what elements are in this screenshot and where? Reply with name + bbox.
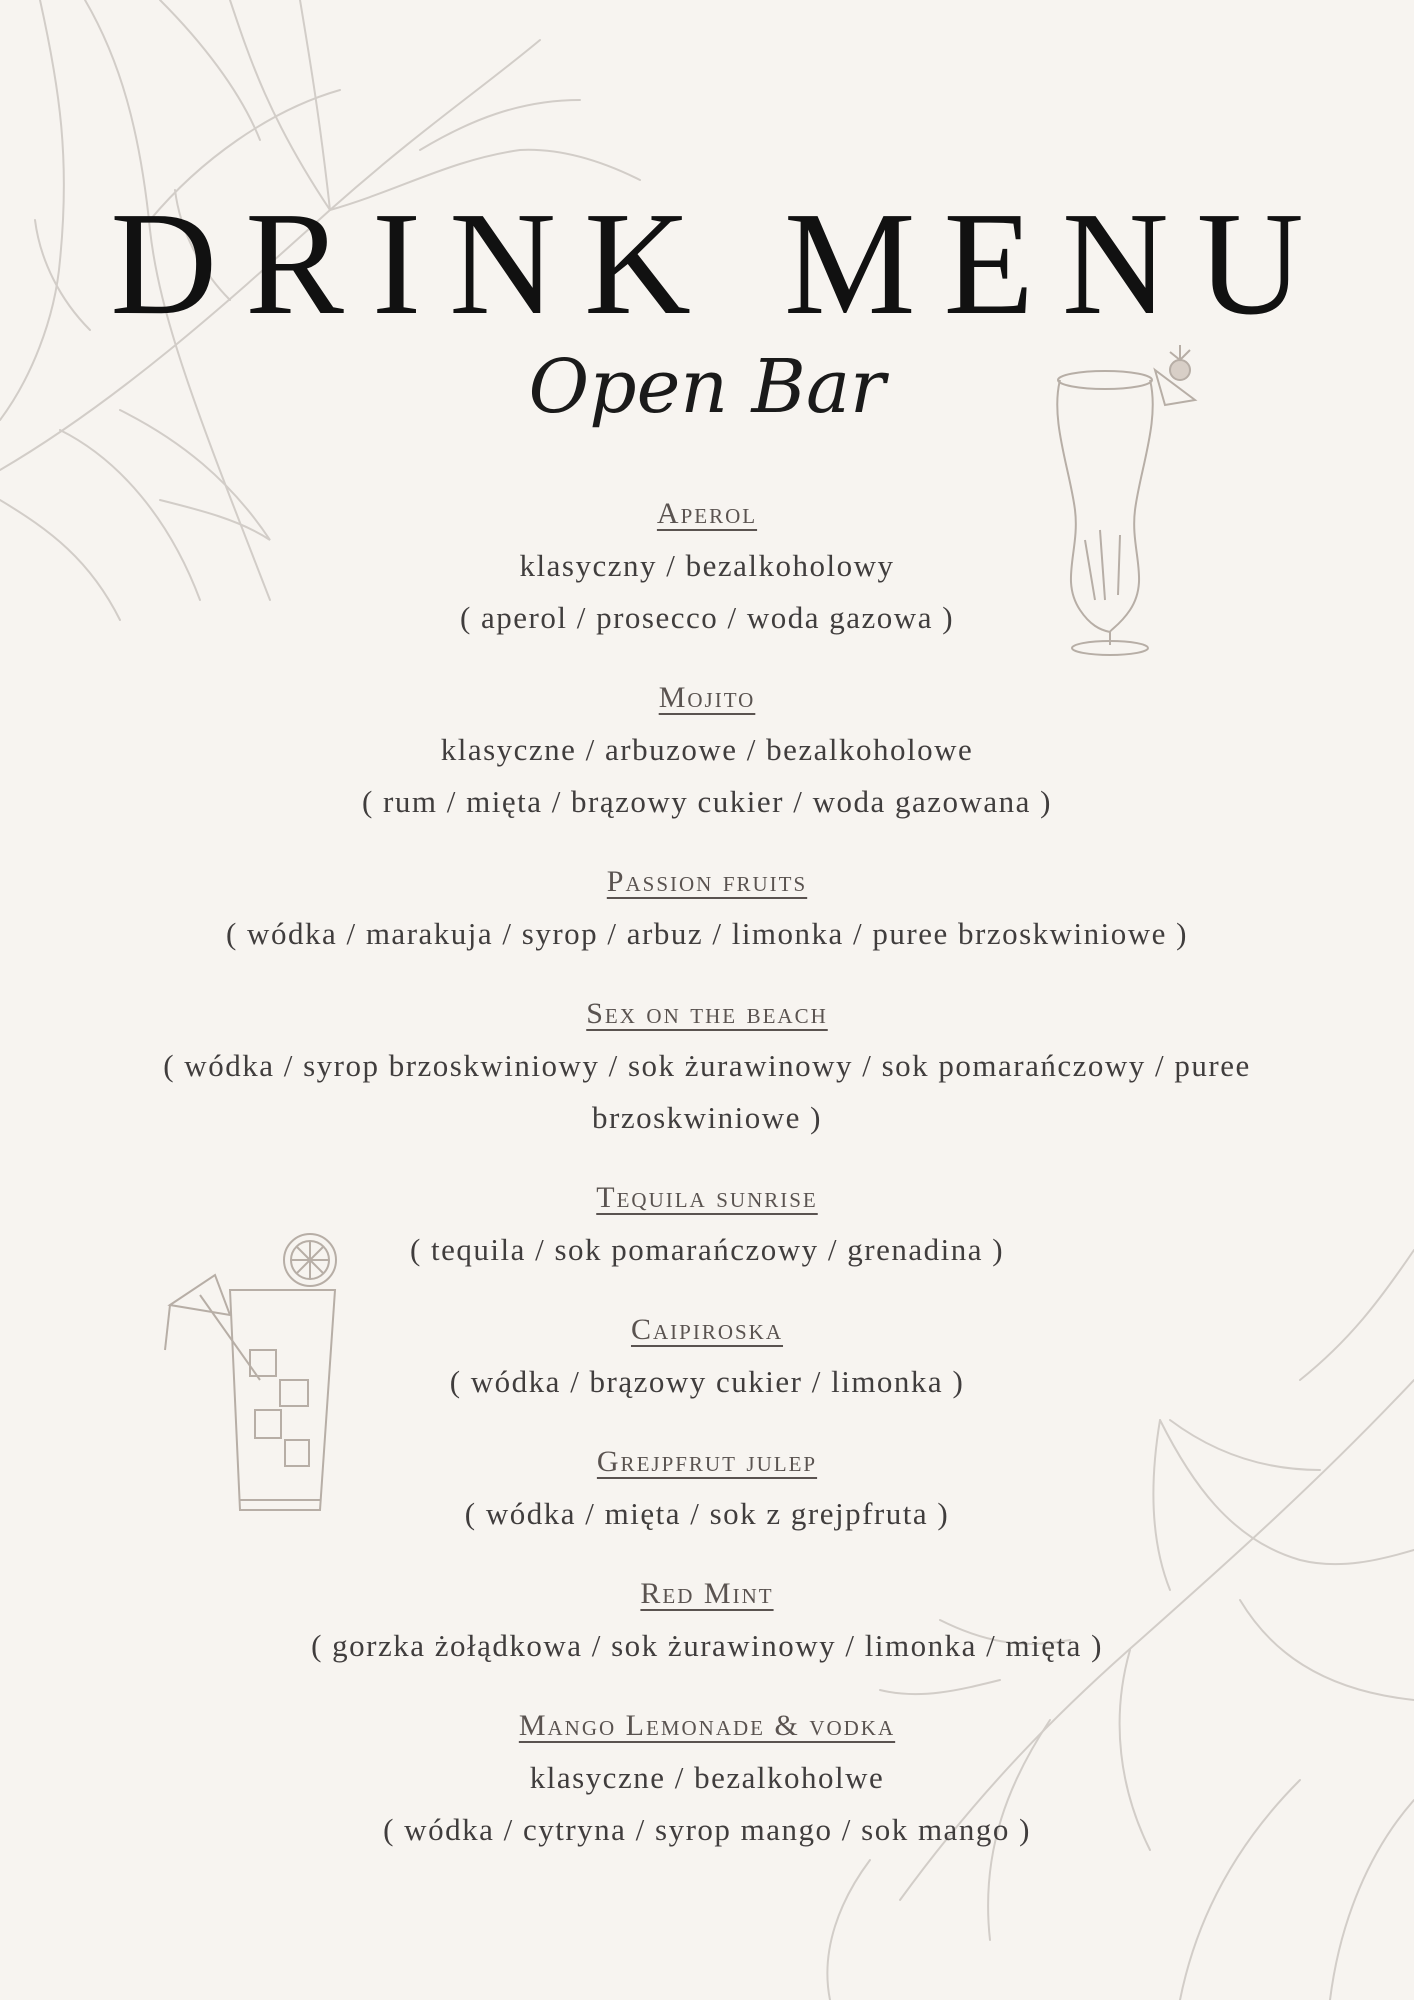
drink-name: Passion fruits (606, 865, 808, 898)
drink-ingredients: ( gorzka żołądkowa / sok żurawinowy / limonka / mięta ) (311, 1628, 1103, 1663)
drink-ingredients: ( wódka / syrop brzoskwiniowy / sok żurawinowy / sok pomarańczowy / puree brzoskwiniowe ) (163, 1048, 1251, 1135)
drink-ingredients: ( tequila / sok pomarańczowy / grenadina ) (409, 1232, 1005, 1267)
drink-name: Caipiroska (630, 1313, 784, 1346)
drink-mojito (70, 672, 1344, 828)
drink-mango-lemonade-vodka (70, 1700, 1344, 1856)
drink-ingredients: ( rum / mięta / brązowy cukier / woda gazowana ) (361, 784, 1053, 819)
page-subtitle: Open Bar (528, 344, 886, 430)
drink-variants: klasyczny / bezalkoholowy (519, 548, 895, 583)
drink-caipiroska (70, 1304, 1344, 1408)
drink-ingredients: ( aperol / prosecco / woda gazowa ) (459, 600, 955, 635)
drink-name: Grejpfrut julep (596, 1445, 818, 1478)
drink-sex-on-the-beach (70, 988, 1344, 1144)
drink-variants: klasyczne / bezalkoholwe (529, 1760, 885, 1795)
page-title: DRINK MENU (110, 182, 1332, 346)
drink-name: Aperol (656, 497, 758, 530)
drink-ingredients: ( wódka / cytryna / syrop mango / sok mango ) (383, 1812, 1031, 1847)
drink-tequila-sunrise (70, 1172, 1344, 1276)
drink-ingredients: ( wódka / brązowy cukier / limonka ) (449, 1364, 965, 1399)
drink-name: Mango Lemonade & vodka (518, 1709, 896, 1742)
drink-list (70, 488, 1344, 1884)
drink-name: Tequila sunrise (596, 1181, 818, 1214)
drink-name: Red Mint (640, 1577, 774, 1610)
drink-name: Sex on the beach (586, 997, 828, 1030)
drink-passion-fruits (70, 856, 1344, 960)
drink-name: Mojito (658, 681, 756, 714)
drink-ingredients: ( wódka / marakuja / syrop / arbuz / limonka / puree brzoskwiniowe ) (225, 916, 1188, 951)
drink-variants: klasyczne / arbuzowe / bezalkoholowe (440, 732, 974, 767)
drink-grejpfrut-julep (70, 1436, 1344, 1540)
drink-red-mint (70, 1568, 1344, 1672)
drink-ingredients: ( wódka / mięta / sok z grejpfruta ) (464, 1496, 950, 1531)
drink-aperol (70, 488, 1344, 644)
